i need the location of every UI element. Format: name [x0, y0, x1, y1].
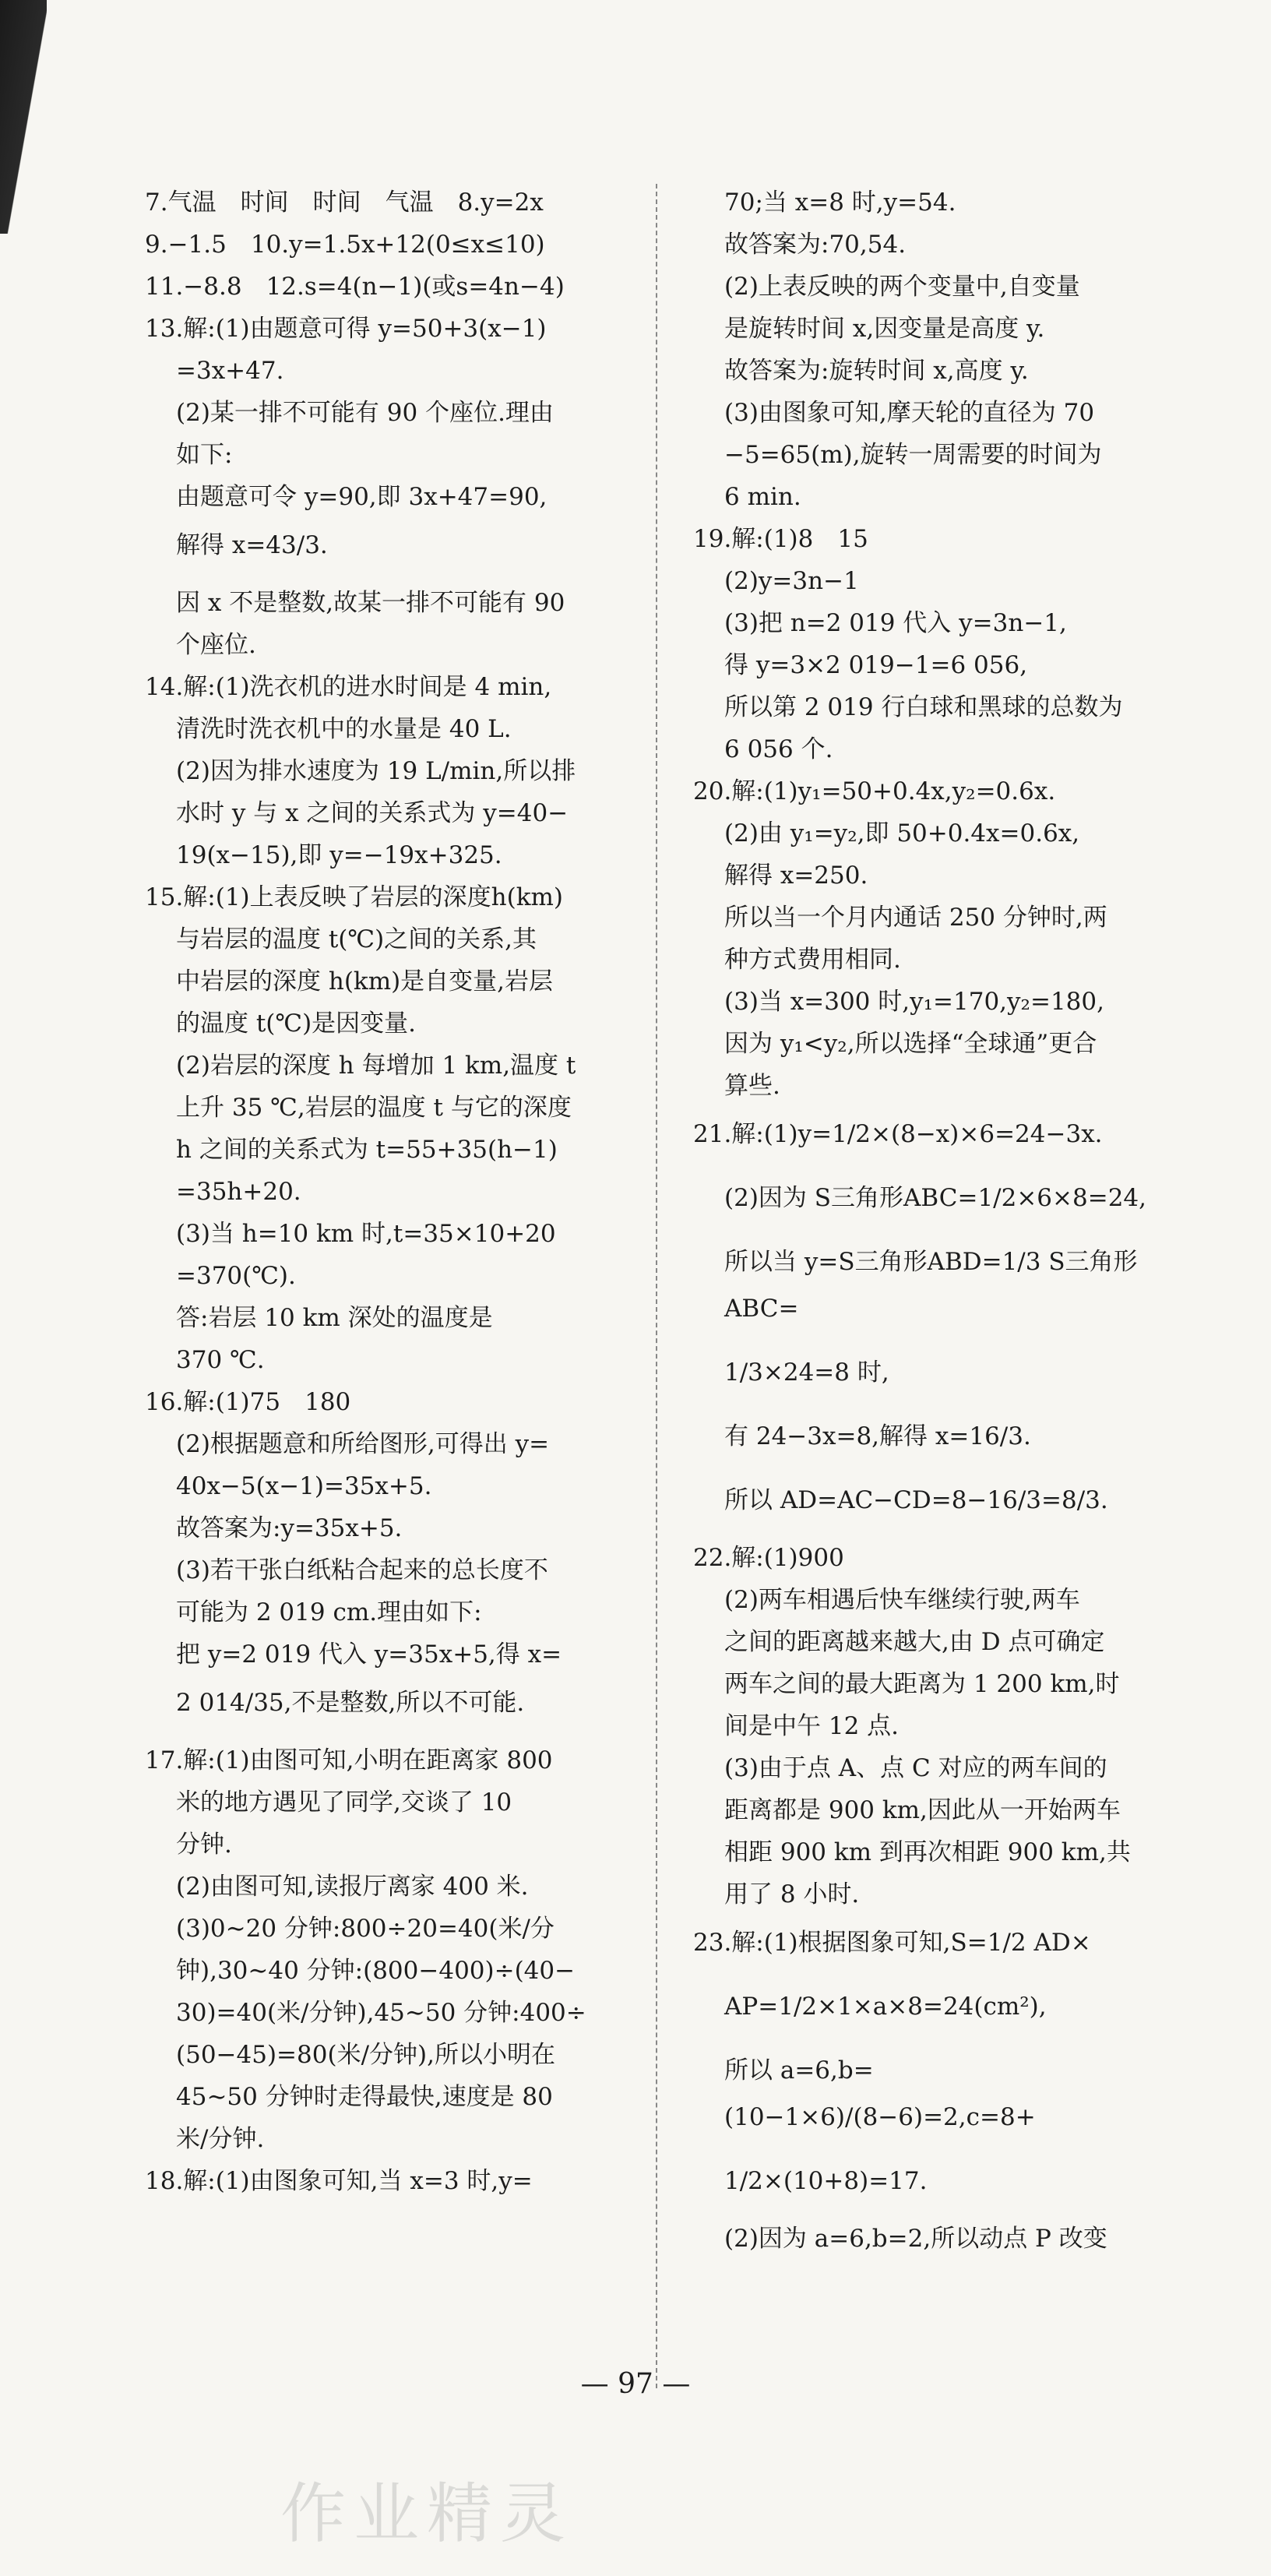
answer-line: (2)根据题意和所给图形,可得出 y= [176, 1430, 550, 1458]
answer-column-left [145, 185, 643, 2206]
answer-line: (2)因为排水速度为 19 L/min,所以排 [176, 757, 576, 785]
answer-line: AP=1/2×1×a×8=24(cm²), [724, 1993, 1047, 2021]
answer-line: 22.解:(1)900 [693, 1544, 844, 1572]
answer-line: (2)岩层的深度 h 每增加 1 km,温度 t [176, 1052, 576, 1080]
answer-line: 可能为 2 019 cm.理由如下: [176, 1598, 482, 1626]
answer-line: 用了 8 小时. [724, 1880, 860, 1908]
answer-line: 19.解:(1)8 15 [693, 525, 868, 553]
answer-line: 把 y=2 019 代入 y=35x+5,得 x= [176, 1640, 562, 1669]
answer-column-right [693, 185, 1176, 2264]
answer-line: 11.−8.8 12.s=4(n−1)(或s=4n−4) [145, 273, 565, 301]
answer-line: 故答案为:旋转时间 x,高度 y. [724, 357, 1029, 385]
answer-line: (3)当 h=10 km 时,t=35×10+20 [176, 1220, 556, 1248]
answer-line: 答:岩层 10 km 深处的温度是 [176, 1304, 493, 1332]
answer-line: 45∼50 分钟时走得最快,速度是 80 [176, 2083, 553, 2111]
answer-line: (2)由图可知,读报厅离家 400 米. [176, 1873, 529, 1901]
answer-line: 13.解:(1)由题意可得 y=50+3(x−1) [145, 315, 547, 343]
answer-line: 370 ℃. [176, 1346, 265, 1374]
page-edge-shadow [0, 0, 47, 234]
answer-line: 种方式费用相同. [724, 946, 901, 974]
answer-line: 1/2×(10+8)=17. [724, 2167, 928, 2195]
answer-line: 的温度 t(℃)是因变量. [176, 1010, 417, 1038]
answer-line: 距离都是 900 km,因此从一开始两车 [724, 1796, 1121, 1824]
answer-line: (3)由图象可知,摩天轮的直径为 70 [724, 399, 1095, 427]
answer-line: 9.−1.5 10.y=1.5x+12(0≤x≤10) [145, 231, 545, 259]
answer-line: 17.解:(1)由图可知,小明在距离家 800 [145, 1746, 553, 1774]
answer-line: 与岩层的温度 t(℃)之间的关系,其 [176, 925, 537, 953]
answer-line: 20.解:(1)y₁=50+0.4x,y₂=0.6x. [693, 777, 1056, 805]
answer-line: 间是中午 12 点. [724, 1712, 900, 1740]
answer-line: 中岩层的深度 h(km)是自变量,岩层 [176, 967, 554, 996]
answer-line: 水时 y 与 x 之间的关系式为 y=40− [176, 799, 569, 827]
answer-line: 有 24−3x=8,解得 x=16/3. [724, 1422, 1031, 1450]
answer-line: (2)某一排不可能有 90 个座位.理由 [176, 399, 554, 427]
answer-line: (3)由于点 A、点 C 对应的两车间的 [724, 1754, 1107, 1782]
watermark: 作业精灵 [280, 2476, 574, 2552]
answer-line: 6 min. [724, 483, 801, 511]
answer-line: 所以 a=6,b=(10−1×6)/(8−6)=2,c=8+ [724, 2056, 1036, 2131]
answer-line: 1/3×24=8 时, [724, 1358, 889, 1387]
answer-line: 得 y=3×2 019−1=6 056, [724, 651, 1028, 679]
answer-line: 所以当 y=S三角形ABD=1/3 S三角形ABC= [724, 1248, 1138, 1323]
answer-line: (2)两车相遇后快车继续行驶,两车 [724, 1586, 1080, 1614]
answer-line: 6 056 个. [724, 735, 833, 763]
answer-line: h 之间的关系式为 t=55+35(h−1) [176, 1136, 558, 1164]
answer-line: 钟),30∼40 分钟:(800−400)÷(40− [176, 1957, 576, 1985]
answer-line: (50−45)=80(米/分钟),所以小明在 [176, 2041, 555, 2069]
answer-line: 上升 35 ℃,岩层的温度 t 与它的深度 [176, 1094, 572, 1122]
answer-line: 2 014/35,不是整数,所以不可能. [176, 1689, 525, 1717]
answer-line: 因 x 不是整数,故某一排不可能有 90 [176, 589, 565, 617]
answer-line: (3)0∼20 分钟:800÷20=40(米/分 [176, 1915, 555, 1943]
answer-line: 个座位. [176, 631, 256, 659]
answer-line: (2)因为 a=6,b=2,所以动点 P 改变 [724, 2225, 1107, 2253]
answer-line: 16.解:(1)75 180 [145, 1388, 351, 1416]
answer-line: 解得 x=43/3. [176, 531, 328, 559]
answer-line: 解得 x=250. [724, 862, 868, 890]
answer-line: 分钟. [176, 1831, 232, 1859]
answer-line: (3)当 x=300 时,y₁=170,y₂=180, [724, 988, 1104, 1016]
answer-line: 如下: [176, 441, 233, 469]
answer-line: 所以第 2 019 行白球和黑球的总数为 [724, 693, 1123, 721]
answer-line: =3x+47. [176, 357, 284, 385]
answer-line: 故答案为:y=35x+5. [176, 1514, 403, 1542]
answer-line: (2)上表反映的两个变量中,自变量 [724, 273, 1080, 301]
answer-line: 是旋转时间 x,因变量是高度 y. [724, 315, 1045, 343]
column-divider [656, 184, 657, 2388]
answer-line: (2)因为 S三角形ABC=1/2×6×8=24, [724, 1184, 1146, 1212]
answer-line: 清洗时洗衣机中的水量是 40 L. [176, 715, 512, 743]
answer-line: 所以 AD=AC−CD=8−16/3=8/3. [724, 1486, 1108, 1514]
answer-line: 由题意可令 y=90,即 3x+47=90, [176, 483, 547, 511]
answer-line: 因为 y₁<y₂,所以选择“全球通”更合 [724, 1030, 1097, 1058]
answer-line: 米/分钟. [176, 2125, 265, 2153]
answer-line: 23.解:(1)根据图象可知,S=1/2 AD× [693, 1929, 1091, 1957]
answer-line: 21.解:(1)y=1/2×(8−x)×6=24−3x. [693, 1120, 1103, 1148]
answer-line: 15.解:(1)上表反映了岩层的深度h(km) [145, 883, 563, 911]
answer-line: 7.气温 时间 时间 气温 8.y=2x [145, 189, 544, 217]
answer-line: (2)y=3n−1 [724, 567, 859, 595]
answer-line: =35h+20. [176, 1178, 301, 1206]
answer-line: 两车之间的最大距离为 1 200 km,时 [724, 1670, 1120, 1698]
answer-line: 米的地方遇见了同学,交谈了 10 [176, 1788, 512, 1817]
answer-line: 所以当一个月内通话 250 分钟时,两 [724, 904, 1107, 932]
answer-line: 19(x−15),即 y=−19x+325. [176, 841, 502, 869]
answer-line: (3)若干张白纸粘合起来的总长度不 [176, 1556, 548, 1584]
answer-line: 之间的距离越来越大,由 D 点可确定 [724, 1628, 1105, 1656]
answer-line: 算些. [724, 1072, 780, 1100]
answer-line: 30)=40(米/分钟),45∼50 分钟:400÷ [176, 1999, 586, 2027]
page-number: — 97 — [580, 2368, 691, 2400]
answer-line: 70;当 x=8 时,y=54. [724, 189, 956, 217]
answer-line: 相距 900 km 到再次相距 900 km,共 [724, 1838, 1131, 1866]
answer-line: (3)把 n=2 019 代入 y=3n−1, [724, 609, 1067, 637]
answer-line: 故答案为:70,54. [724, 231, 907, 259]
answer-line: 14.解:(1)洗衣机的进水时间是 4 min, [145, 673, 552, 701]
answer-line: −5=65(m),旋转一周需要的时间为 [724, 441, 1102, 469]
answer-line: 40x−5(x−1)=35x+5. [176, 1472, 432, 1500]
answer-line: =370(℃). [176, 1262, 296, 1290]
answer-line: 18.解:(1)由图象可知,当 x=3 时,y= [145, 2167, 533, 2195]
answer-line: (2)由 y₁=y₂,即 50+0.4x=0.6x, [724, 819, 1080, 848]
